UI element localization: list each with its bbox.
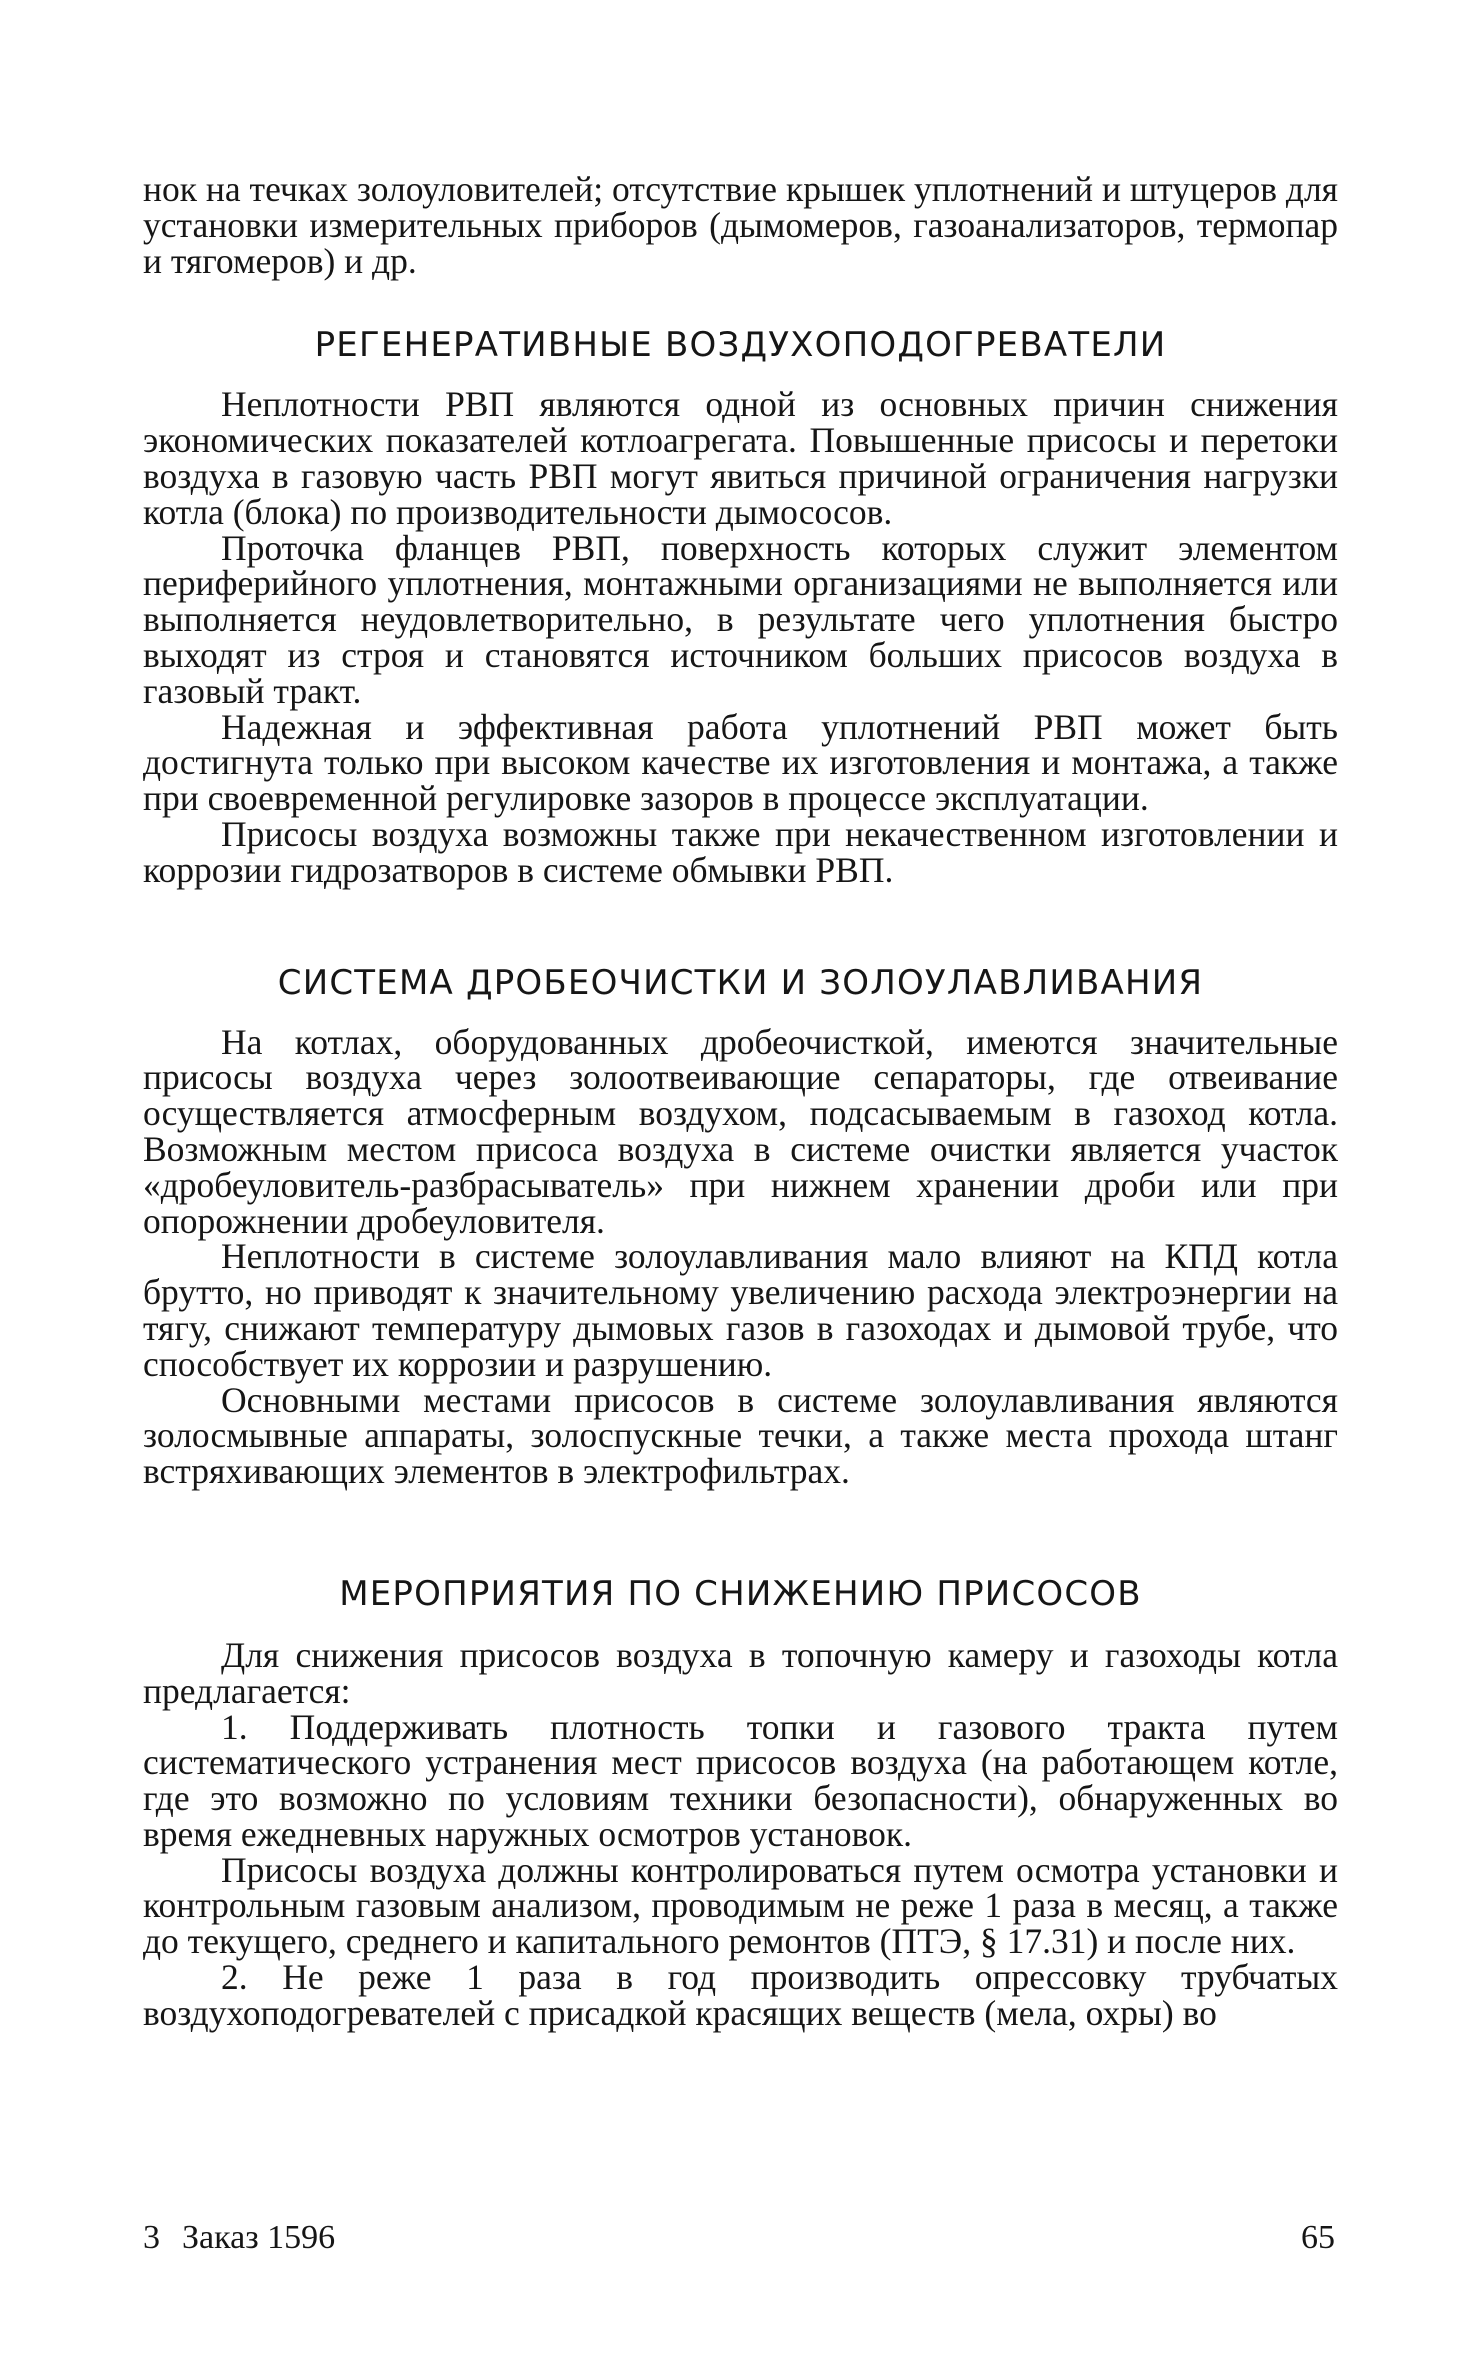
section-title-suction-reduction-measures: МЕРОПРИЯТИЯ ПО СНИЖЕНИЮ ПРИСОСОВ — [339, 1573, 1142, 1614]
paragraph: 1. Поддерживать плотность топки и газового тракта путем систематического устранения мест присосов воздуха (на работающем котле, где это возможно по условиям техники безопасности), обнаруженных во время ежедневных наружных осмотров установок. — [143, 1706, 1338, 1854]
paragraph: Неплотности РВП являются одной из основных причин снижения экономических показателей котлоагрегата. Повышенные присосы и перетоки воздуха в газовую часть РВП могут явиться причиной ограничения нагрузки котла (блока) по производительности дымососов. — [143, 384, 1338, 532]
paragraph: Неплотности в системе золоулавливания мало влияют на КПД котла брутто, но приводят к значительному увеличению расхода электроэнергии на тягу, снижают температуру дымовых газов в газоходах и дымовой трубе, что способствует их коррозии и разрушению. — [143, 1236, 1338, 1384]
section-title-regenerative-air-heaters: РЕГЕНЕРАТИВНЫЕ ВОЗДУХОПОДОГРЕВАТЕЛИ — [314, 325, 1167, 366]
order-number: Заказ 1596 — [182, 2219, 336, 2256]
print-signature — [143, 2219, 335, 2257]
paragraph: На котлах, оборудованных дробеочисткой, имеются значительные присосы воздуха через золоотвеивающие сепараторы, где отвеивание осуществляется атмосферным воздухом, подсасываемым в газоход котла. Возможным местом присоса воздуха в системе очистки является участок «дробеуловитель-разбрасыватель» при нижнем хранении дроби или при опорожнении дробеуловителя. — [143, 1021, 1338, 1241]
page-number: 65 — [1301, 2219, 1335, 2256]
paragraph: Основными местами присосов в системе золоулавливания являются золосмывные аппараты, золоспускные течки, а также места прохода штанг встряхивающих элементов в электрофильтрах. — [143, 1379, 1338, 1492]
page-footer — [143, 2219, 1338, 2259]
signature-number: 3 — [143, 2219, 160, 2256]
intro-paragraph: нок на течках золоуловителей; отсутствие крышек уплотнений и штуцеров для установки измерительных приборов (дымомеров, газоанализаторов, термопар и тягомеров) и др. — [143, 169, 1338, 281]
paragraph: Присосы воздуха возможны также при некачественном изготовлении и коррозии гидрозатворов в системе обмывки РВП. — [143, 813, 1338, 890]
paragraph: Для снижения присосов воздуха в топочную камеру и газоходы котла предлагается: — [143, 1634, 1338, 1711]
paragraph: Присосы воздуха должны контролироваться путем осмотра установки и контрольным газовым анализом, проводимым не реже 1 раза в месяц, а также до текущего, среднего и капитального ремонтов (ПТЭ, § 17.31) и после них. — [143, 1849, 1338, 1962]
page-content — [143, 169, 1338, 2033]
section-title-shot-cleaning-ash-collection: СИСТЕМА ДРОБЕОЧИСТКИ И ЗОЛОУЛАВЛИВАНИЯ — [277, 962, 1204, 1003]
paragraph: 2. Не реже 1 раза в год производить опрессовку трубчатых воздухоподогревателей с присадкой красящих веществ (мела, охры) во — [143, 1957, 1338, 2033]
paragraph: Проточка фланцев РВП, поверхность которых служит элементом периферийного уплотнения, монтажными организациями не выполняется или выполняется неудовлетворительно, в результате чего уплотнения быстро выходят из строя и становятся источником больших присосов воздуха в газовый тракт. — [143, 527, 1338, 711]
paragraph: Надежная и эффективная работа уплотнений РВП может быть достигнута только при высоком качестве их изготовления и монтажа, а также при своевременной регулировке зазоров в процессе эксплуатации. — [143, 706, 1338, 819]
